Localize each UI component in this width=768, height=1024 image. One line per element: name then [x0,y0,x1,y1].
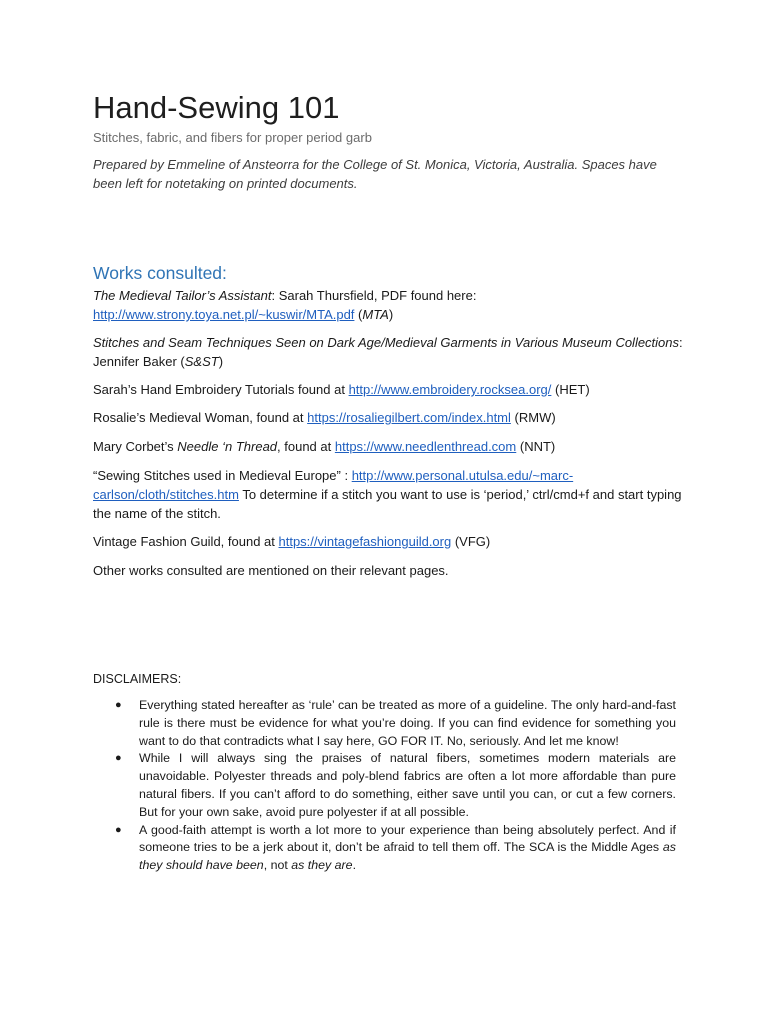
link-nnt[interactable]: https://www.needlenthread.com [334,439,517,454]
bullet-icon: ● [115,823,122,836]
bullet-icon: ● [115,752,122,765]
work-title-mta: The Medieval Tailor’s Assistant [93,288,272,303]
disclaimers-list [93,697,676,875]
list-item: ● Everything stated hereafter as ‘rule’ can be treated as more of a guideline. The only hard-and-fast rule is there must be evidence for what you’re doing. If you can find evidence for something you want to do that contradicts what I say here, GO FOR IT. No, seriously. And let me know! [115,698,676,748]
link-vfg[interactable]: https://vintagefashionguild.org [278,534,452,549]
work-title-sst: Stitches and Seam Techniques Seen on Dark Age/Medieval Garments in Various Museum Collections [93,335,680,350]
page-title: Hand-Sewing 101 [93,90,340,125]
disclaimers-heading: DISCLAIMERS: [93,672,182,686]
work-entry-stitches: “Sewing Stitches used in Medieval Europe” : http://www.personal.utulsa.edu/~marc-carlson/cloth/stitches.htm To determine if a stitch you want to use is ‘period,’ ctrl/cmd+f and start typing the name of the stitch. [93,468,682,521]
bullet-icon: ● [115,699,122,711]
work-entry-nnt: Mary Corbet’s Needle ‘n Thread, found at https://www.needlenthread.com (NNT) [93,439,556,454]
work-entry-het: Sarah’s Hand Embroidery Tutorials found at http://www.embroidery.rocksea.org/ (HET) [93,382,590,397]
work-entry-vfg: Vintage Fashion Guild, found at https://vintagefashionguild.org (VFG) [93,534,491,549]
work-entry-sst: Stitches and Seam Techniques Seen on Dark Age/Medieval Garments in Various Museum Collections: Jennifer Baker (S&ST) [93,335,683,369]
list-item: ● While I will always sing the praises of natural fibers, sometimes modern materials are unavoidable. Polyester threads and poly-blend fabrics are often a lot more affordable than pure natural fibers. If you can’t afford to do something, either save until you can, or cut a few corners. But for your own sake, avoid pure polyester if at all possible. [115,751,676,819]
works-consulted-heading: Works consulted: [93,263,227,283]
work-entry-mta: The Medieval Tailor’s Assistant: Sarah Thursfield, PDF found here: http://www.strony.toya.net.pl/~kuswir/MTA.pdf (MTA) [93,288,477,322]
link-stitches[interactable]: http://www.personal.utulsa.edu/~marc-carlson/cloth/stitches.htm [93,468,574,502]
work-entry-rmw: Rosalie’s Medieval Woman, found at https://rosaliegilbert.com/index.html (RMW) [93,410,556,425]
other-works-note: Other works consulted are mentioned on their relevant pages. [93,563,449,578]
link-mta[interactable]: http://www.strony.toya.net.pl/~kuswir/MTA.pdf [93,307,355,322]
prepared-note: Prepared by Emmeline of Ansteorra for the College of St. Monica, Victoria, Australia. Spaces have been left for notetaking on printed documents. [93,157,657,191]
list-item: ● A good-faith attempt is worth a lot more to your experience than being absolutely perfect. And if someone tries to be a jerk about it, don’t be afraid to tell them off. The SCA is the Middle Ages as they should have been, not as they are. [115,822,676,873]
link-rmw[interactable]: https://rosaliegilbert.com/index.html [307,410,511,425]
page-subtitle: Stitches, fabric, and fibers for proper period garb [93,130,372,145]
link-het[interactable]: http://www.embroidery.rocksea.org/ [348,382,552,397]
